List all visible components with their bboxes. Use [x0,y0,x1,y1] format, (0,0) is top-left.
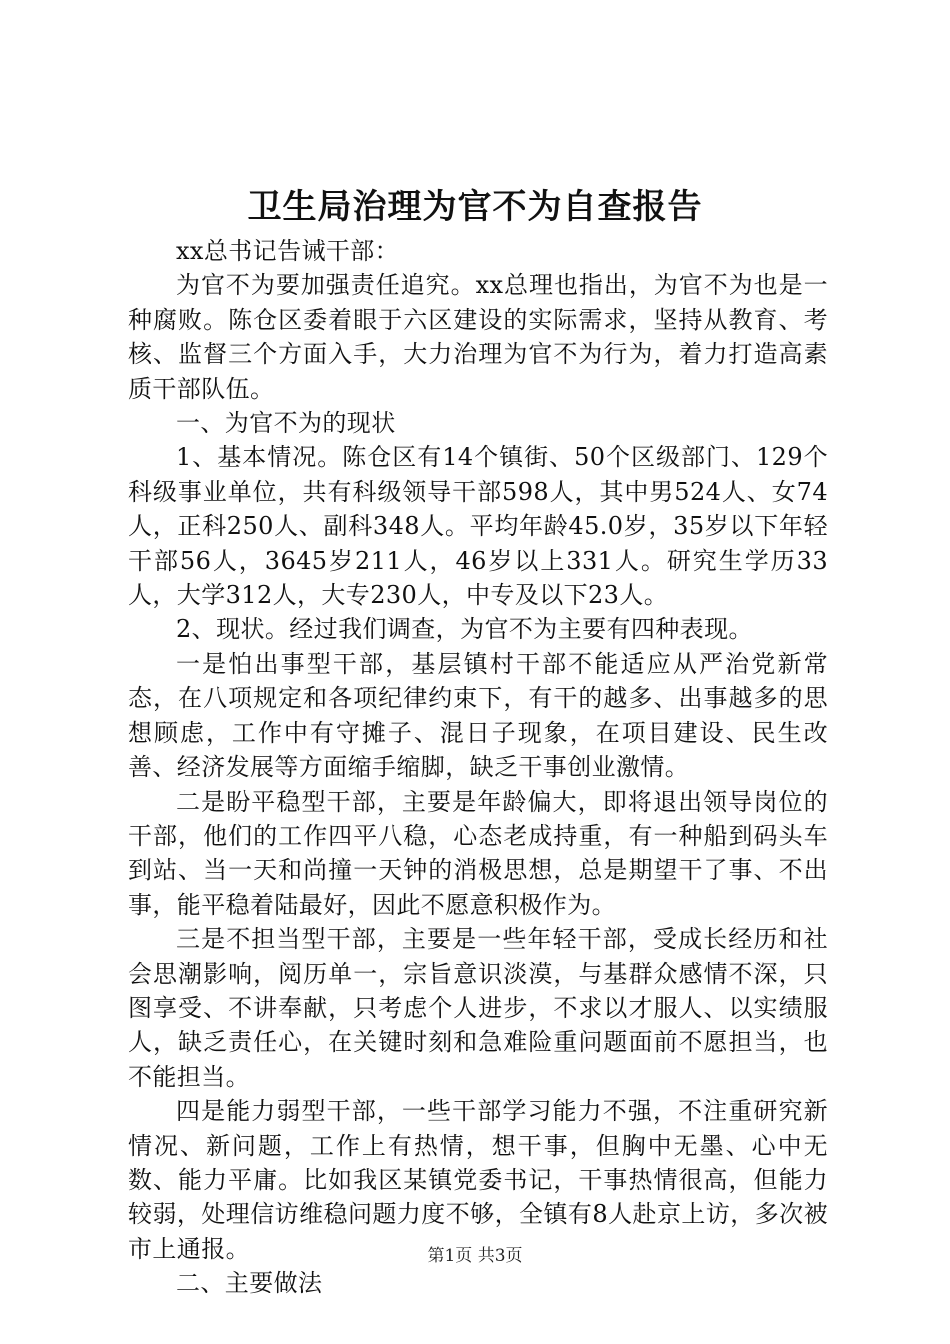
paragraph-type-two: 二是盼平稳型干部，主要是年龄偏大，即将退出领导岗位的干部，他们的工作四平八稳，心态老成持重，有一种船到码头车到站、当一天和尚撞一天钟的消极思想，总是期望干了事、不出事，能平稳着陆最好，因此不愿意积极作为。 [128,787,828,919]
paragraph-current-status: 2、现状。经过我们调查，为官不为主要有四种表现。 [176,615,753,644]
paragraph-basic-situation: 1、基本情况。陈仓区有14个镇街、50个区级部门、129个科级事业单位，共有科级领导干部598人，其中男524人、女74人，正科250人、副科348人。平均年龄45.0岁，35岁以下年轻干部56人，3645岁211人，46岁以上331人。研究生学历33人，大学312人，大专230人，中专及以下23人。 [128,443,828,610]
paragraph-type-four: 四是能力弱型干部，一些干部学习能力不强，不注重研究新情况、新问题，工作上有热情，想干事，但胸中无墨、心中无数、能力平庸。比如我区某镇党委书记，干事热情很高，但能力较弱，处理信访维稳问题力度不够，全镇有8人赴京上访，多次被市上通报。 [128,1097,828,1263]
page-footer: 第1页 共3页 [427,1246,523,1266]
paragraph-intro: 为官不为要加强责任追究。xx总理也指出，为官不为也是一种腐败。陈仓区委着眼于六区建设的实际需求，坚持从教育、考核、监督三个方面入手，大力治理为官不为行为，着力打造高素质干部队伍。 [128,271,828,403]
paragraph-type-three: 三是不担当型干部，主要是一些年轻干部，受成长经历和社会思潮影响，阅历单一，宗旨意识淡漠，与基群众感情不深，只图享受、不讲奉献，只考虑个人进步，不求以才服人、以实绩服人，缺乏责任心，在关键时刻和急难险重问题面前不愿担当，也不能担当。 [128,925,828,1091]
section-heading-measures: 二、主要做法 [176,1269,323,1298]
document-body [128,234,828,1301]
paragraph-salutation: xx总书记告诫干部： [176,237,400,265]
section-heading-status: 一、为官不为的现状 [176,409,396,438]
document-title: 卫生局治理为官不为自查报告 [247,187,703,227]
paragraph-type-one: 一是怕出事型干部，基层镇村干部不能适应从严治党新常态，在八项规定和各项纪律约束下，有干的越多、出事越多的思想顾虑，工作中有守摊子、混日子现象，在项目建设、民生改善、经济发展等方面缩手缩脚，缺乏干事创业激情。 [128,649,828,782]
